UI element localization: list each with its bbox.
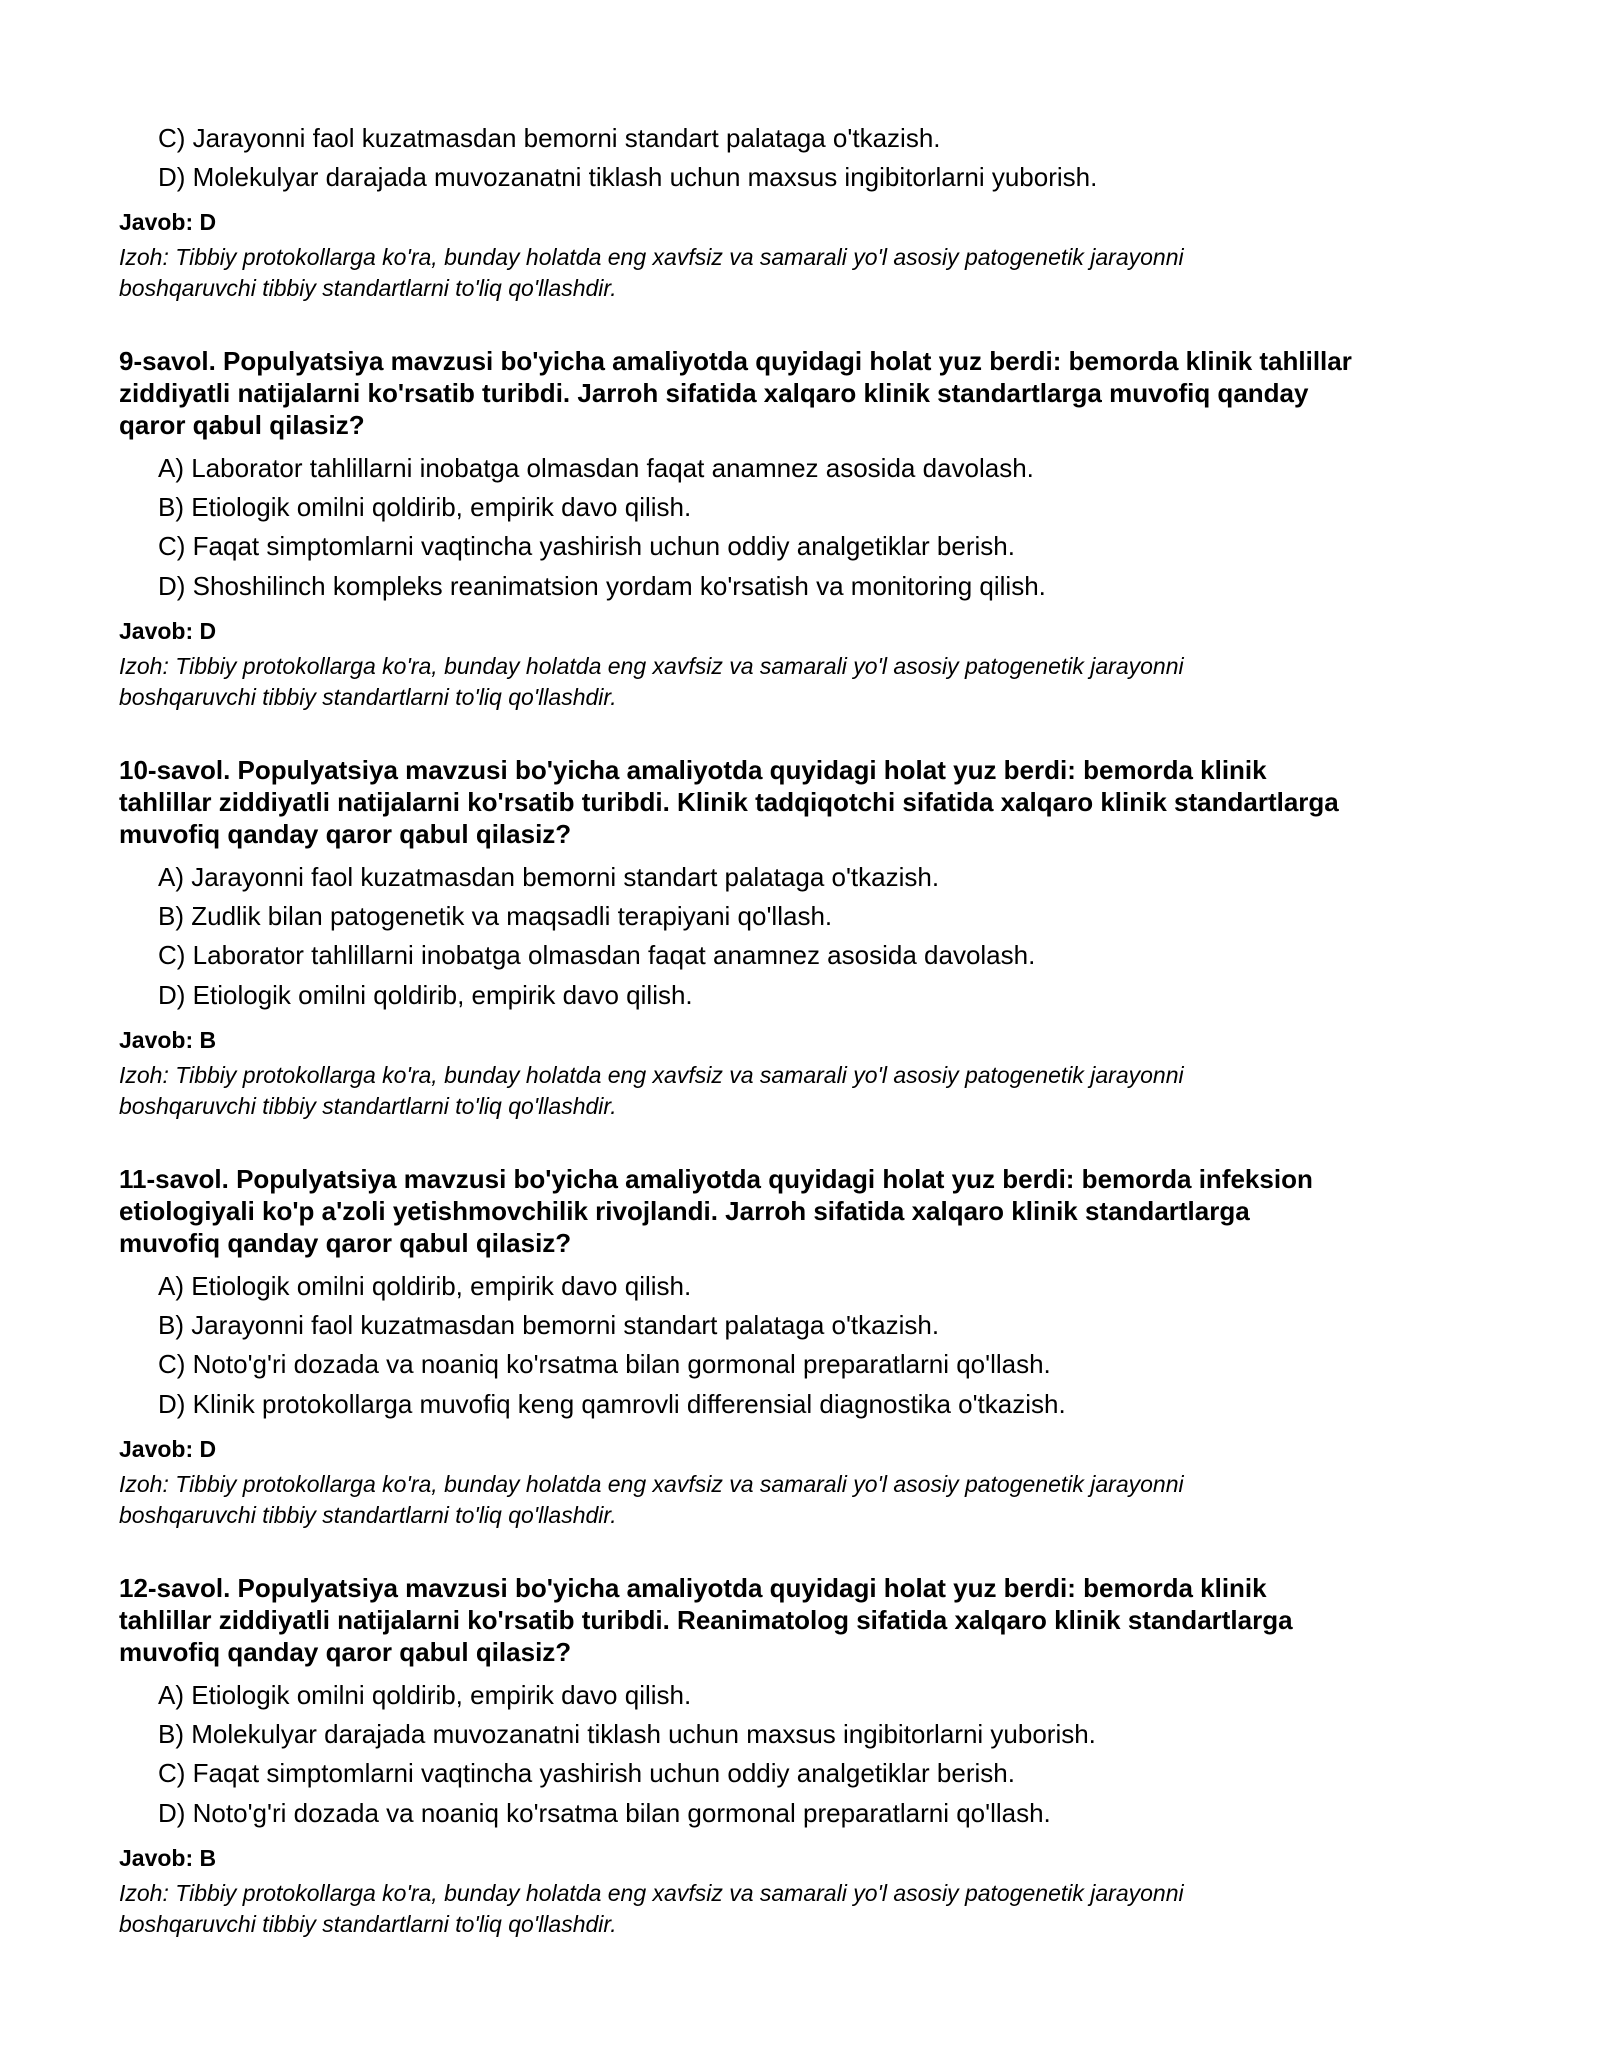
question-title-line: ziddiyatli natijalarni ko'rsatib turibdi. Jarroh sifatida xalqaro klinik standartlarga muvofiq qanday bbox=[119, 378, 1309, 408]
question-title-line: etiologiyali ko'p a'zoli yetishmovchilik rivojlandi. Jarroh sifatida xalqaro klinik standartlarga bbox=[119, 1196, 1250, 1226]
question-title bbox=[119, 1163, 1519, 1259]
question-title-line: 12-savol. Populyatsiya mavzusi bo'yicha amaliyotda quyidagi holat yuz berdi: bemorda klinik bbox=[119, 1573, 1267, 1603]
option-c: C) Noto'g'ri dozada va noaniq ko'rsatma bilan gormonal preparatlarni qo'llash. bbox=[158, 1349, 1051, 1379]
option-b: B) Jarayonni faol kuzatmasdan bemorni standart palataga o'tkazish. bbox=[158, 1310, 940, 1340]
option-d: D) Molekulyar darajada muvozanatni tiklash uchun maxsus ingibitorlarni yuborish. bbox=[158, 162, 1098, 192]
explanation-line: Izoh: Tibbiy protokollarga ko'ra, bunday holatda eng xavfsiz va samarali yo'l asosiy patogenetik jarayonni bbox=[119, 244, 1184, 270]
option-a: A) Etiologik omilni qoldirib, empirik davo qilish. bbox=[158, 1680, 692, 1710]
option-a: A) Laborator tahlillarni inobatga olmasdan faqat anamnez asosida davolash. bbox=[158, 453, 1034, 483]
explanation-line: Izoh: Tibbiy protokollarga ko'ra, bunday holatda eng xavfsiz va samarali yo'l asosiy patogenetik jarayonni bbox=[119, 653, 1184, 679]
explanation-line: boshqaruvchi tibbiy standartlarni to'liq qo'llashdir. bbox=[119, 1093, 617, 1119]
explanation-line: Izoh: Tibbiy protokollarga ko'ra, bunday holatda eng xavfsiz va samarali yo'l asosiy patogenetik jarayonni bbox=[119, 1471, 1184, 1497]
explanation-line: boshqaruvchi tibbiy standartlarni to'liq qo'llashdir. bbox=[119, 1502, 617, 1528]
option-c: C) Jarayonni faol kuzatmasdan bemorni standart palataga o'tkazish. bbox=[158, 123, 941, 153]
option-c: C) Laborator tahlillarni inobatga olmasdan faqat anamnez asosida davolash. bbox=[158, 940, 1036, 970]
question-title-line: qaror qabul qilasiz? bbox=[119, 410, 365, 440]
option-b: B) Zudlik bilan patogenetik va maqsadli terapiyani qo'llash. bbox=[158, 901, 833, 931]
option-d: D) Shoshilinch kompleks reanimatsion yordam ko'rsatish va monitoring qilish. bbox=[158, 571, 1046, 601]
option-c: C) Faqat simptomlarni vaqtincha yashirish uchun oddiy analgetiklar berish. bbox=[158, 1758, 1015, 1788]
question-title-line: tahlillar ziddiyatli natijalarni ko'rsatib turibdi. Klinik tadqiqotchi sifatida xalqaro klinik standartlarga bbox=[119, 787, 1339, 817]
question-title-line: muvofiq qanday qaror qabul qilasiz? bbox=[119, 1228, 572, 1258]
option-a: A) Etiologik omilni qoldirib, empirik davo qilish. bbox=[158, 1271, 692, 1301]
question-title-line: muvofiq qanday qaror qabul qilasiz? bbox=[119, 1637, 572, 1667]
explanation bbox=[119, 1469, 1439, 1531]
question-title-line: 10-savol. Populyatsiya mavzusi bo'yicha amaliyotda quyidagi holat yuz berdi: bemorda klinik bbox=[119, 755, 1267, 785]
question-title bbox=[119, 1572, 1519, 1668]
answer: Javob: B bbox=[119, 1027, 217, 1053]
question-title-line: tahlillar ziddiyatli natijalarni ko'rsatib turibdi. Reanimatolog sifatida xalqaro klinik standartlarga bbox=[119, 1605, 1293, 1635]
option-d: D) Etiologik omilni qoldirib, empirik davo qilish. bbox=[158, 980, 693, 1010]
question-title-line: muvofiq qanday qaror qabul qilasiz? bbox=[119, 819, 572, 849]
explanation-line: Izoh: Tibbiy protokollarga ko'ra, bunday holatda eng xavfsiz va samarali yo'l asosiy patogenetik jarayonni bbox=[119, 1062, 1184, 1088]
question-title-line: 11-savol. Populyatsiya mavzusi bo'yicha amaliyotda quyidagi holat yuz berdi: bemorda infeksion bbox=[119, 1164, 1313, 1194]
explanation-line: boshqaruvchi tibbiy standartlarni to'liq qo'llashdir. bbox=[119, 1911, 617, 1937]
option-d: D) Klinik protokollarga muvofiq keng qamrovli differensial diagnostika o'tkazish. bbox=[158, 1389, 1066, 1419]
option-c: C) Faqat simptomlarni vaqtincha yashirish uchun oddiy analgetiklar berish. bbox=[158, 531, 1015, 561]
answer: Javob: B bbox=[119, 1845, 217, 1871]
option-b: B) Molekulyar darajada muvozanatni tiklash uchun maxsus ingibitorlarni yuborish. bbox=[158, 1719, 1096, 1749]
explanation bbox=[119, 242, 1439, 304]
answer: Javob: D bbox=[119, 1436, 217, 1462]
option-d: D) Noto'g'ri dozada va noaniq ko'rsatma bilan gormonal preparatlarni qo'llash. bbox=[158, 1798, 1051, 1828]
explanation bbox=[119, 651, 1439, 713]
question-title-line: 9-savol. Populyatsiya mavzusi bo'yicha amaliyotda quyidagi holat yuz berdi: bemorda klinik tahlillar bbox=[119, 346, 1352, 376]
explanation bbox=[119, 1060, 1439, 1122]
explanation-line: Izoh: Tibbiy protokollarga ko'ra, bunday holatda eng xavfsiz va samarali yo'l asosiy patogenetik jarayonni bbox=[119, 1880, 1184, 1906]
question-title bbox=[119, 754, 1519, 850]
option-b: B) Etiologik omilni qoldirib, empirik davo qilish. bbox=[158, 492, 692, 522]
explanation-line: boshqaruvchi tibbiy standartlarni to'liq qo'llashdir. bbox=[119, 275, 617, 301]
answer: Javob: D bbox=[119, 618, 217, 644]
explanation-line: boshqaruvchi tibbiy standartlarni to'liq qo'llashdir. bbox=[119, 684, 617, 710]
option-a: A) Jarayonni faol kuzatmasdan bemorni standart palataga o'tkazish. bbox=[158, 862, 940, 892]
answer: Javob: D bbox=[119, 209, 217, 235]
explanation bbox=[119, 1878, 1439, 1940]
question-title bbox=[119, 345, 1519, 441]
